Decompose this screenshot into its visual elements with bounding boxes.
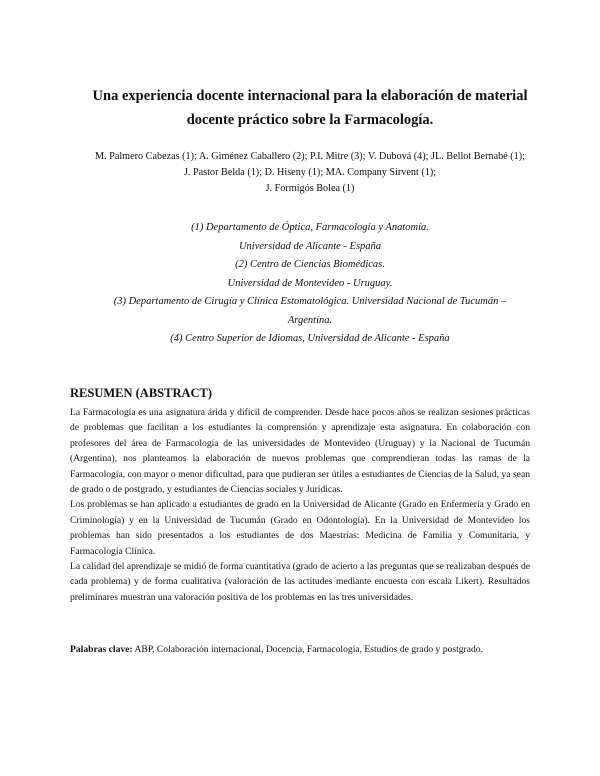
keywords-label: Palabras clave: [70, 644, 133, 655]
authors-line-3: J. Formigós Bolea (1) [265, 183, 355, 194]
affiliation-line: Universidad de Montevideo - Uruguay. [227, 277, 393, 289]
authors-line-2: J. Pastor Belda (1); D. Hiseny (1); MA. Company Sirvent (1); [183, 167, 437, 178]
keywords-text: ABP, Colaboración internacional, Docencia, Farmacología, Estudios de grado y postgrado. [134, 644, 483, 655]
title-line-1: Una experiencia docente internacional para la elaboración de material [92, 88, 528, 104]
abstract-body [70, 405, 530, 605]
affiliations [80, 219, 540, 349]
keywords [70, 642, 530, 657]
affiliation-line: (4) Centro Superior de Idiomas, Universidad de Alicante - España [170, 333, 450, 344]
paper-title [90, 84, 530, 132]
author-list [60, 149, 560, 197]
abstract-heading: RESUMEN (ABSTRACT) [70, 386, 213, 400]
authors-line-1: M. Palmero Cabezas (1); A. Giménez Caballero (2); P.I. Mitre (3); V. Dubová (4); JL. Bellot Bernabé (1); [95, 151, 525, 162]
abstract-paragraph: La Farmacología es una asignatura árida y difícil de comprender. Desde hace pocos años se realizan sesiones prácticas de problemas que facilitan a los estudiantes la comprensión y aprendizaje esta asignatura. En colaboración con profesores del área de Farmacología de las universidades de Montevideo (Uruguay) y la Nacional de Tucumán (Argentina), nos planteamos la elaboración de nuevos problemas que comprendieran todas las ramas de la Farmacología, con mayor o menor dificultad, para que pudieran ser útiles a estudiantes de Ciencias de la Salud, ya sean de grado o de postgrado, y estudiantes de Ciencias sociales y Jurídicas. [70, 407, 530, 496]
affiliation-line: (2) Centro de Ciencias Biomédicas. [235, 259, 385, 270]
abstract-paragraph: La calidad del aprendizaje se midió de forma cuantitativa (grado de acierto a las preguntas que se realizaban después de cada problema) y de forma cualitativa (valoración de las actitudes mediante encuesta con escala Likert). Resultados preliminares muestran una valoración positiva de los problemas en las tres universidades. [70, 561, 530, 603]
affiliation-line: (1) Departamento de Óptica, Farmacología y Anatomía. [191, 222, 429, 233]
affiliation-line: (3) Departamento de Cirugía y Clínica Estomatológica. Universidad Nacional de Tucumán – [113, 296, 507, 307]
title-line-2: docente práctico sobre la Farmacología. [186, 112, 434, 128]
affiliation-line: Universidad de Alicante - España [238, 240, 382, 252]
affiliation-line: Argentina. [287, 314, 333, 326]
abstract-paragraph: Los problemas se han aplicado a estudiantes de grado en la Universidad de Alicante (Grado en Enfermería y Grado en Criminología) y en la Universidad de Tucumán (Grado en Odontología). En la Universidad de Montevideo los problemas han sido presentados a los estudiantes de dos Maestrías: Medicina de Familia y Comunitaria, y Farmacología Clínica. [70, 499, 530, 557]
